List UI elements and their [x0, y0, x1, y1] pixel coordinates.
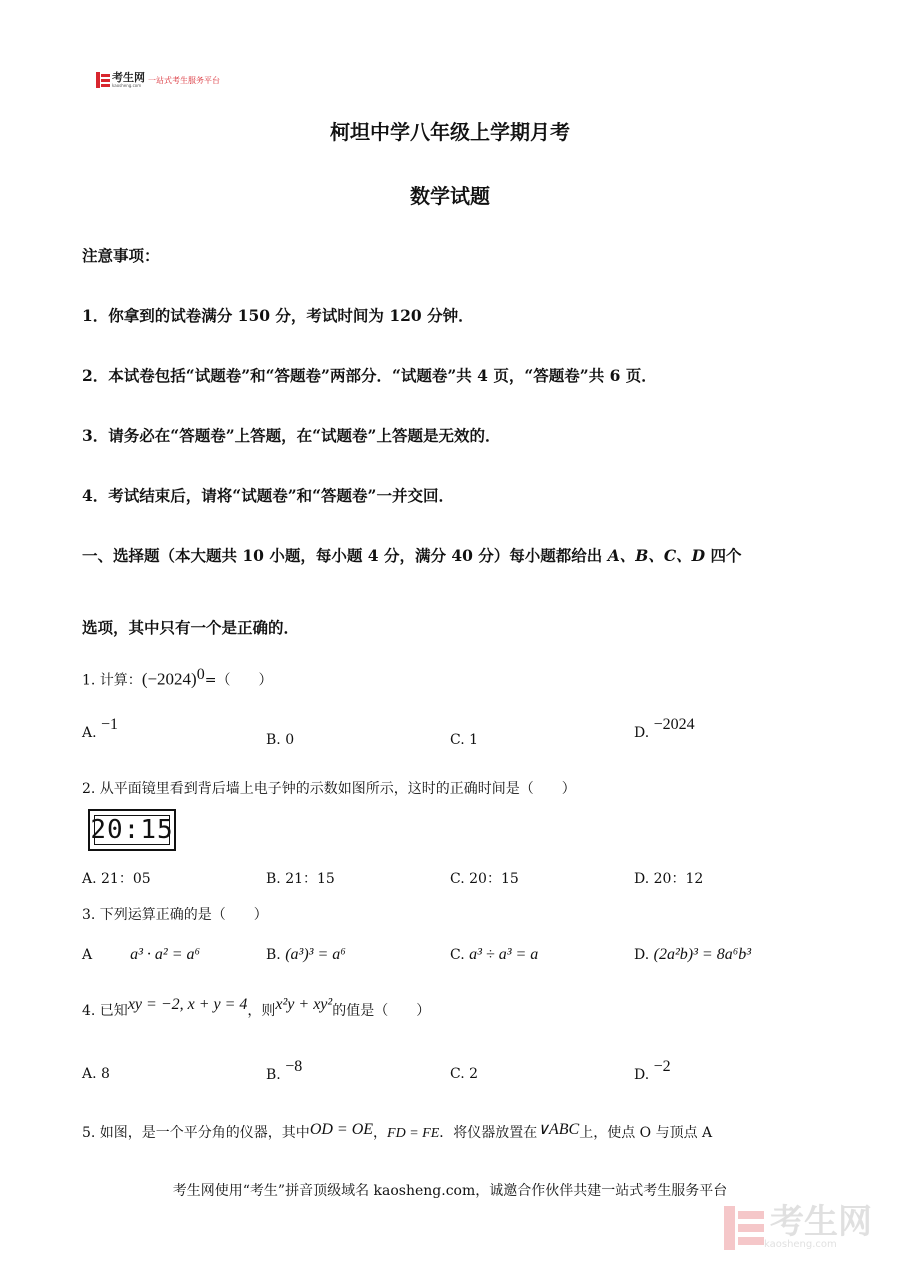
option-value: a³ ÷ a³ = a [469, 946, 539, 963]
section-heading-text: 一、选择题（本大题共 10 小题，每小题 4 分，满分 40 分）每小题都给出 [82, 546, 608, 565]
option-value: 20：12 [653, 871, 704, 887]
clock-figure [88, 809, 176, 851]
question-5-mid: ．将仪器放置在 [439, 1125, 538, 1141]
option-value: 21：05 [101, 871, 151, 887]
question-1-label: 1. 计算： [82, 672, 142, 689]
option-letter: B. [266, 1067, 281, 1083]
q3-option-d[interactable] [634, 946, 751, 964]
option-letter: C. [450, 732, 465, 748]
option-value: 20：15 [469, 871, 519, 887]
question-4-label: 4. 已知 [82, 1003, 128, 1019]
section-heading-suffix: 四个 [705, 546, 742, 565]
question-3: 3. 下列运算正确的是（ ） [82, 907, 268, 923]
q2-option-a[interactable] [82, 868, 151, 888]
q1-option-d[interactable] [634, 716, 695, 742]
logo-name: 考生网 [112, 71, 145, 84]
option-value: −2024 [653, 716, 695, 733]
question-5-tail: 上，使点 O 与顶点 A [579, 1125, 713, 1141]
question-5-label: 5. 如图，是一个平分角的仪器，其中 [82, 1125, 310, 1141]
watermark-domain: kaosheng.com [764, 1239, 837, 1250]
option-letter: D. [634, 871, 650, 887]
logo-domain: kaosheng.com [112, 83, 142, 88]
option-letter: B. [266, 947, 281, 963]
question-1-tail: =（ ） [204, 672, 273, 689]
option-value: −1 [101, 716, 119, 733]
subject-title: 数学试题 [410, 184, 490, 208]
question-4 [82, 996, 431, 1020]
option-value: −8 [285, 1058, 303, 1075]
option-letter: A. [82, 871, 97, 887]
question-4-expr: x²y + xy² [275, 996, 333, 1013]
question-1-expr: (−2024) [141, 669, 197, 689]
question-5 [82, 1122, 712, 1142]
page-footer: 考生网使用“考生”拼音顶级域名 kaosheng.com，诚邀合作伙伴共建一站式考生服务平台 [172, 1183, 728, 1199]
option-value: a³ · a² = a⁶ [130, 946, 201, 963]
question-5-eq2: FD = FE [387, 1126, 440, 1141]
logo-slogan: 一站式考生服务平台 [148, 75, 220, 85]
note-item: 3．请务必在“答题卷”上答题，在“试题卷”上答题是无效的． [82, 426, 501, 445]
option-value: 0 [285, 732, 295, 748]
logo-icon [96, 72, 110, 88]
brand-logo [96, 72, 220, 88]
question-1 [82, 666, 272, 690]
section-heading-line2: 选项，其中只有一个是正确的． [82, 618, 300, 637]
note-item: 1．你拿到的试卷满分 150 分，考试时间为 120 分钟． [82, 306, 474, 325]
watermark-text: 考生网 [770, 1202, 872, 1242]
q3-option-c[interactable] [450, 946, 538, 964]
option-value: (a³)³ = a⁶ [285, 946, 346, 963]
q4-option-d[interactable] [634, 1058, 671, 1083]
watermark-logo-icon [724, 1206, 764, 1250]
option-letter: B. [266, 871, 281, 887]
option-value: 21：15 [285, 871, 335, 887]
q2-option-b[interactable] [266, 868, 335, 888]
question-1-exponent: 0 [196, 666, 205, 683]
choice-letters: A、B、C、D [607, 546, 706, 565]
question-4-tail: 的值是（ ） [332, 1003, 431, 1019]
q2-option-d[interactable] [634, 868, 703, 888]
option-letter: A. [82, 725, 97, 741]
option-value: −2 [653, 1058, 671, 1075]
note-item: 2．本试卷包括“试题卷”和“答题卷”两部分．“试题卷”共 4 页，“答题卷”共 6 页． [82, 366, 657, 385]
option-value: 8 [101, 1066, 110, 1082]
option-letter: C. [450, 947, 465, 963]
option-letter: D. [634, 725, 650, 741]
note-item: 4．考试结束后，请将“试题卷”和“答题卷”一并交回． [82, 486, 454, 505]
q4-option-a[interactable] [82, 1066, 110, 1082]
option-value: 2 [469, 1066, 479, 1082]
option-letter: C. [450, 871, 465, 887]
option-letter: B. [266, 732, 281, 748]
option-value: (2a²b)³ = 8a⁶b³ [653, 946, 752, 963]
option-letter: A [82, 947, 93, 963]
question-5-eq1: OD = OE [309, 1121, 374, 1138]
question-5-triangle: ∨ABC [537, 1121, 580, 1138]
option-letter: A. [82, 1066, 97, 1082]
q1-option-c[interactable] [450, 732, 478, 748]
q3-option-a[interactable] [82, 946, 200, 964]
notes-heading: 注意事项： [82, 246, 160, 265]
question-4-mid: ，则 [247, 1003, 276, 1019]
q1-option-a[interactable] [82, 716, 119, 742]
question-5-sep: ， [373, 1125, 388, 1141]
q4-option-c[interactable] [450, 1066, 478, 1082]
watermark [724, 1202, 872, 1250]
question-2: 2. 从平面镜里看到背后墙上电子钟的示数如图所示，这时的正确时间是（ ） [82, 781, 576, 797]
option-value: 1 [469, 732, 479, 748]
q4-option-b[interactable] [266, 1058, 303, 1083]
q1-option-b[interactable] [266, 732, 294, 748]
option-letter: D. [634, 1067, 650, 1083]
exam-title: 柯坦中学八年级上学期月考 [330, 120, 570, 144]
option-letter: D. [634, 947, 650, 963]
option-letter: C. [450, 1066, 465, 1082]
question-4-condition: xy = −2, x + y = 4 [127, 996, 248, 1013]
clock-display: 20:15 [90, 815, 174, 845]
q3-option-b[interactable] [266, 946, 346, 964]
section-heading [82, 544, 742, 566]
q2-option-c[interactable] [450, 868, 519, 888]
